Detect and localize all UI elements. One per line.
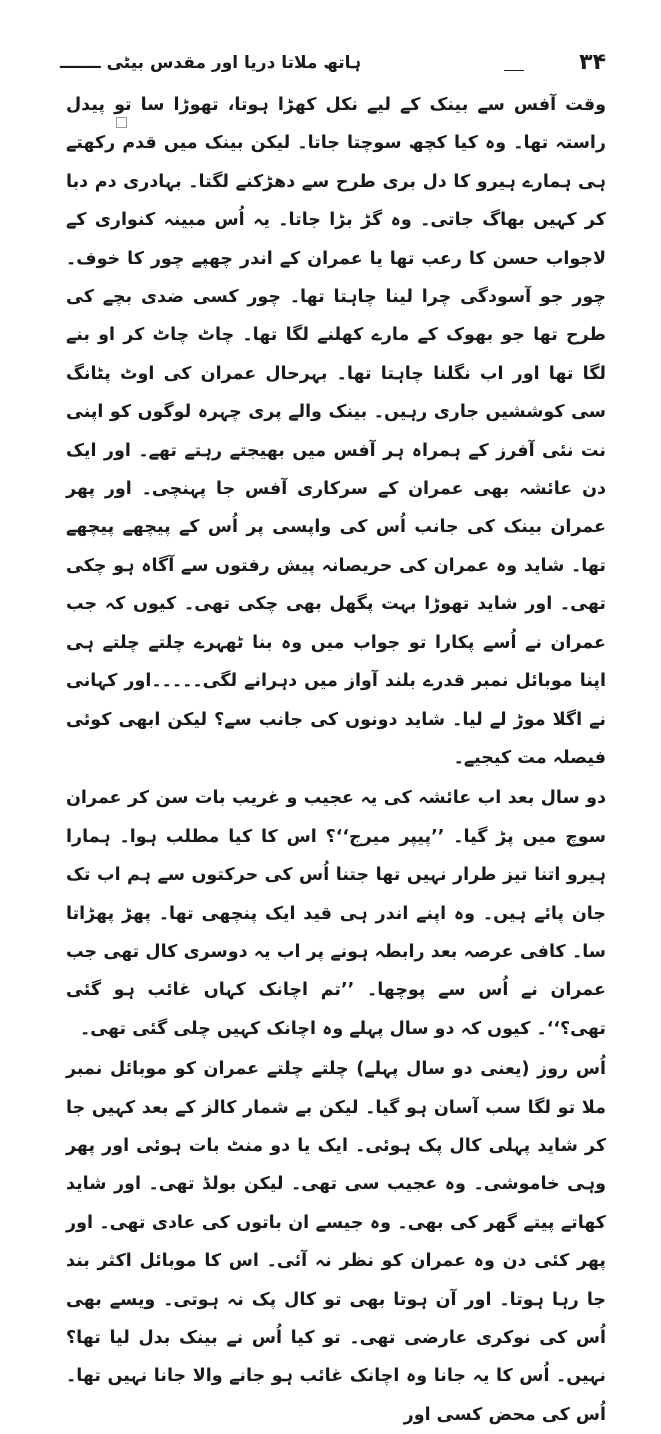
paragraph: دو سال بعد اب عائشہ کی یہ عجیب و غریب بات سن کر عمران سوچ میں پڑ گیا۔ ’’پیپر میرج‘‘؟ اس کا کیا مطلب ہوا۔ ہمارا ہیرو اتنا تیز طرار نہیں تھا جتنا اُس کی حرکتوں سے ہم اب تک جان پائے ہیں۔ وہ اپنے اندر ہی قید ایک پنچھی تھا۔ پھڑ پھڑاتا سا۔ کافی عرصہ بعد رابطہ ہونے پر اب یہ دوسری کال تھی جب عمران نے اُس سے پوچھا۔ ’’تم اچانک کہاں غائب ہو گئی تھی؟‘‘۔ کیوں کہ دو سال پہلے وہ اچانک کہیں چلی گئی تھی۔ [66, 788, 606, 1039]
page-number: ۳۴ [579, 50, 606, 75]
paragraph: اُس روز (یعنی دو سال پہلے) چلتے چلتے عمران کو موبائل نمبر ملا تو لگا سب آسان ہو گیا۔ لیکن بے شمار کالز کے بعد کہیں جا کر شاید پہلی کال پک ہوئی۔ ایک یا دو منٹ بات ہوئی اور پھر وہی خاموشی۔ وہ عجیب سی تھی۔ لیکن بولڈ تھی۔ اور شاید کھاتے پیتے گھر کی بھی۔ وہ جیسے ان باتوں کی عادی تھی۔ اور پھر کئی دن وہ عمران کو نظر نہ آئی۔ اس کا موبائل اکثر بند جا رہا ہوتا۔ اور آن ہوتا بھی تو کال پک نہ ہوتی۔ ویسے بھی اُس کی نوکری عارضی تھی۔ تو کیا اُس نے بینک بدل لیا تھا؟ نہیں۔ اُس کا یہ جانا وہ اچانک غائب ہو جانے والا جانا نہیں تھا۔ اُس کی محض کسی اور [66, 1059, 606, 1425]
header-rule [504, 70, 524, 71]
page-header [60, 50, 620, 90]
book-title: ہاتھ ملاتا دریا اور مقدس بیٹی ـــــــ [60, 53, 362, 73]
paragraph: وقت آفس سے بینک کے لیے نکل کھڑا ہوتا، تھوڑا سا تو پیدل راستہ تھا۔ وہ کیا کچھ سوچتا جاتا۔ لیکن بینک میں قدم رکھتے ہی ہمارے ہیرو کا دل بری طرح سے دھڑکنے لگتا۔ بہادری دم دبا کر کہیں بھاگ جاتی۔ وہ گڑ بڑا جاتا۔ یہ اُس مبینہ کنواری کے لاجواب حسن کا رعب تھا یا عمران کے اندر چھپے چور کا خوف۔ چور جو آسودگی چرا لینا چاہتا تھا۔ چور کسی ضدی بچے کی طرح تھا جو بھوک کے مارے کھلنے لگا تھا۔ چاٹ چاٹ کر او بنے لگا تھا اور اب نگلنا چاہتا تھا۔ بہرحال عمران کی اوٹ پٹانگ سی کوششیں جاری رہیں۔ بینک والے پری چہرہ لوگوں کو اپنی نت نئی آفرز کے ہمراہ ہر آفس میں بھیجتے رہتے تھے۔ اور ایک دن عائشہ بھی عمران کے سرکاری آفس جا پہنچی۔ اور پھر عمران بینک کی جانب اُس کی واپسی پر اُس کے پیچھے پیچھے تھا۔ شاید وہ عمران کی حریصانہ پیش رفتوں سے آگاہ ہو چکی تھی۔ اور شاید تھوڑا بہت پگھل بھی چکی تھی۔ کیوں کہ جب عمران نے اُسے پکارا تو جواب میں وہ بنا ٹھہرے چلتے چلتے ہی اپنا موبائل نمبر قدرے بلند آواز میں دہرانے لگی۔۔۔۔۔اور کہانی نے اگلا موڑ لے لیا۔ شاید دونوں کی جانب سے؟ لیکن ابھی کوئی فیصلہ مت کیجیے۔ [66, 95, 606, 768]
body-text [66, 86, 606, 1434]
